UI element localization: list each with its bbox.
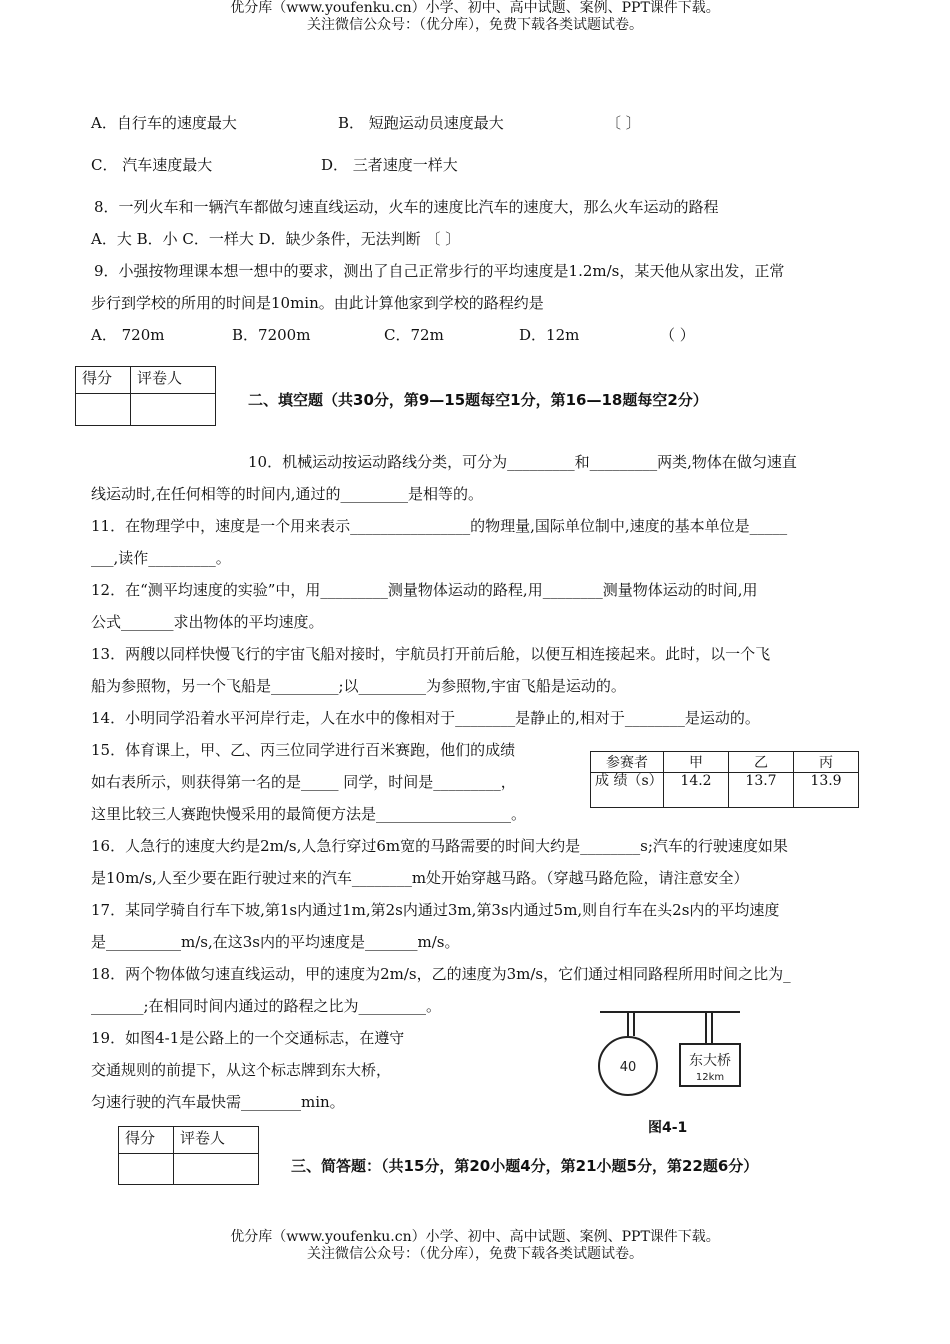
q7-answer-bracket: 〔 〕	[606, 114, 641, 132]
sign-distance-text: 12km	[695, 1072, 725, 1083]
table-header-bing: 丙	[794, 752, 859, 773]
q14-line-1: 14．小明同学沿着水平河岸行走，人在水中的像相对于________是静止的,相对于________是运动的。	[91, 709, 760, 727]
q9-line-2: 步行到学校的所用的时间是10min。由此计算他家到学校的路程约是	[91, 294, 544, 312]
table-header-jia: 甲	[664, 752, 729, 773]
q13-line-2: 船为参照物，另一个飞船是_________;以_________为参照物,宇宙飞船是运动的。	[91, 677, 626, 695]
q9-option-d: D．12m	[519, 326, 580, 344]
score-cell-2	[119, 1154, 174, 1185]
q15-line-2: 如右表所示，则获得第一名的是_____ 同学，时间是_________，	[91, 773, 516, 791]
q19-line-1: 19．如图4-1是公路上的一个交通标志，在遵守	[91, 1029, 405, 1047]
header-line-1: 优分库（www.youfenku.cn）小学、初中、高中试题、案例、PPT课件下载。	[230, 0, 720, 16]
q7-option-a: A．自行车的速度最大	[91, 114, 237, 132]
q9-answer-bracket: （ ）	[660, 326, 695, 344]
table-cell-jia: 14.2	[664, 773, 729, 808]
q12-line-1: 12．在“测平均速度的实验”中，用_________测量物体运动的路程,用________测量物体运动的时间,用	[91, 581, 758, 599]
q7-option-b: B． 短跑运动员速度最大	[338, 114, 504, 132]
q7-option-d: D． 三者速度一样大	[321, 156, 458, 174]
q17-line-2: 是__________m/s,在这3s内的平均速度是_______m/s。	[91, 933, 460, 951]
footer-line-2: 关注微信公众号：（优分库），免费下载各类试题试卷。	[307, 1246, 643, 1262]
q15-line-1: 15．体育课上，甲、乙、丙三位同学进行百米赛跑，他们的成绩	[91, 741, 516, 759]
q12-line-2: 公式_______求出物体的平均速度。	[91, 613, 324, 631]
q8-stem: 8．一列火车和一辆汽车都做匀速直线运动，火车的速度比汽车的速度大，那么火车运动的路程	[94, 198, 719, 216]
q16-line-2: 是10m/s,人至少要在距行驶过来的汽车________m处开始穿越马路。（穿越马路危险，请注意安全）	[91, 869, 749, 887]
figure-caption: 图4-1	[648, 1120, 688, 1136]
q10-line-1: 10．机械运动按运动路线分类，可分为_________和_________两类,物体在做匀速直	[248, 453, 797, 471]
q18-line-2: _______;在相同时间内通过的路程之比为_________。	[91, 997, 442, 1015]
q11-line-2: ___,读作_________。	[91, 549, 231, 567]
score-cell	[76, 394, 131, 426]
traffic-sign-figure	[594, 1004, 746, 1102]
table-cell-yi: 13.7	[729, 773, 794, 808]
grader-cell-2	[174, 1154, 259, 1185]
q13-line-1: 13．两艘以同样快慢飞行的宇宙飞船对接时，宇航员打开前后舱，以便互相连接起来。此时，以一个飞	[91, 645, 771, 663]
q11-line-1: 11．在物理学中，速度是一个用来表示________________的物理量,国际单位制中,速度的基本单位是_____	[91, 517, 788, 535]
q16-line-1: 16．人急行的速度大约是2m/s,人急行穿过6m宽的马路需要的时间大约是________s;汽车的行驶速度如果	[91, 837, 788, 855]
table-header-yi: 乙	[729, 752, 794, 773]
q9-option-c: C．72m	[384, 326, 444, 344]
table-cell-bing: 13.9	[794, 773, 859, 808]
section-2-title: 二、填空题（共30分，第9—15题每空1分，第16—18题每空2分）	[248, 391, 708, 409]
q18-line-1: 18．两个物体做匀速直线运动，甲的速度为2m/s，乙的速度为3m/s，它们通过相同路程所用时间之比为_	[91, 965, 791, 983]
q9-option-b: B．7200m	[232, 326, 311, 344]
sign-destination-text: 东大桥	[689, 1053, 731, 1069]
q8-options: A．大 B．小 C．一样大 D．缺少条件，无法判断 〔 〕	[91, 230, 461, 248]
score-label: 得分	[76, 367, 131, 394]
table-row-score-label: 成 绩（s）	[591, 773, 664, 808]
header-line-2: 关注微信公众号：（优分库），免费下载各类试题试卷。	[307, 17, 643, 33]
q17-line-1: 17．某同学骑自行车下坡,第1s内通过1m,第2s内通过3m,第3s内通过5m,则自行车在头2s内的平均速度	[91, 901, 780, 919]
score-box-1	[75, 366, 216, 426]
score-label-2: 得分	[119, 1127, 174, 1154]
q19-line-2: 交通规则的前提下，从这个标志牌到东大桥，	[91, 1061, 392, 1079]
q19-line-3: 匀速行驶的汽车最快需________min。	[91, 1093, 345, 1111]
q15-line-3: 这里比较三人赛跑快慢采用的最简便方法是__________________。	[91, 805, 527, 823]
q9-line-1: 9．小强按物理课本想一想中的要求，测出了自己正常步行的平均速度是1.2m/s，某天他从家出发，正常	[94, 262, 785, 280]
score-box-2	[118, 1126, 259, 1185]
q9-option-a: A． 720m	[91, 326, 165, 344]
q7-option-c: C． 汽车速度最大	[91, 156, 213, 174]
grader-label: 评卷人	[131, 367, 216, 394]
results-table	[590, 751, 859, 808]
section-3-title: 三、简答题：（共15分，第20小题4分，第21小题5分，第22题6分）	[291, 1157, 759, 1175]
footer-line-1: 优分库（www.youfenku.cn）小学、初中、高中试题、案例、PPT课件下载。	[230, 1229, 720, 1245]
grader-label-2: 评卷人	[174, 1127, 259, 1154]
sign-speed-text: 40	[619, 1060, 637, 1075]
q10-line-2: 线运动时,在任何相等的时间内,通过的_________是相等的。	[91, 485, 484, 503]
table-header-participant: 参赛者	[591, 752, 664, 773]
grader-cell	[131, 394, 216, 426]
